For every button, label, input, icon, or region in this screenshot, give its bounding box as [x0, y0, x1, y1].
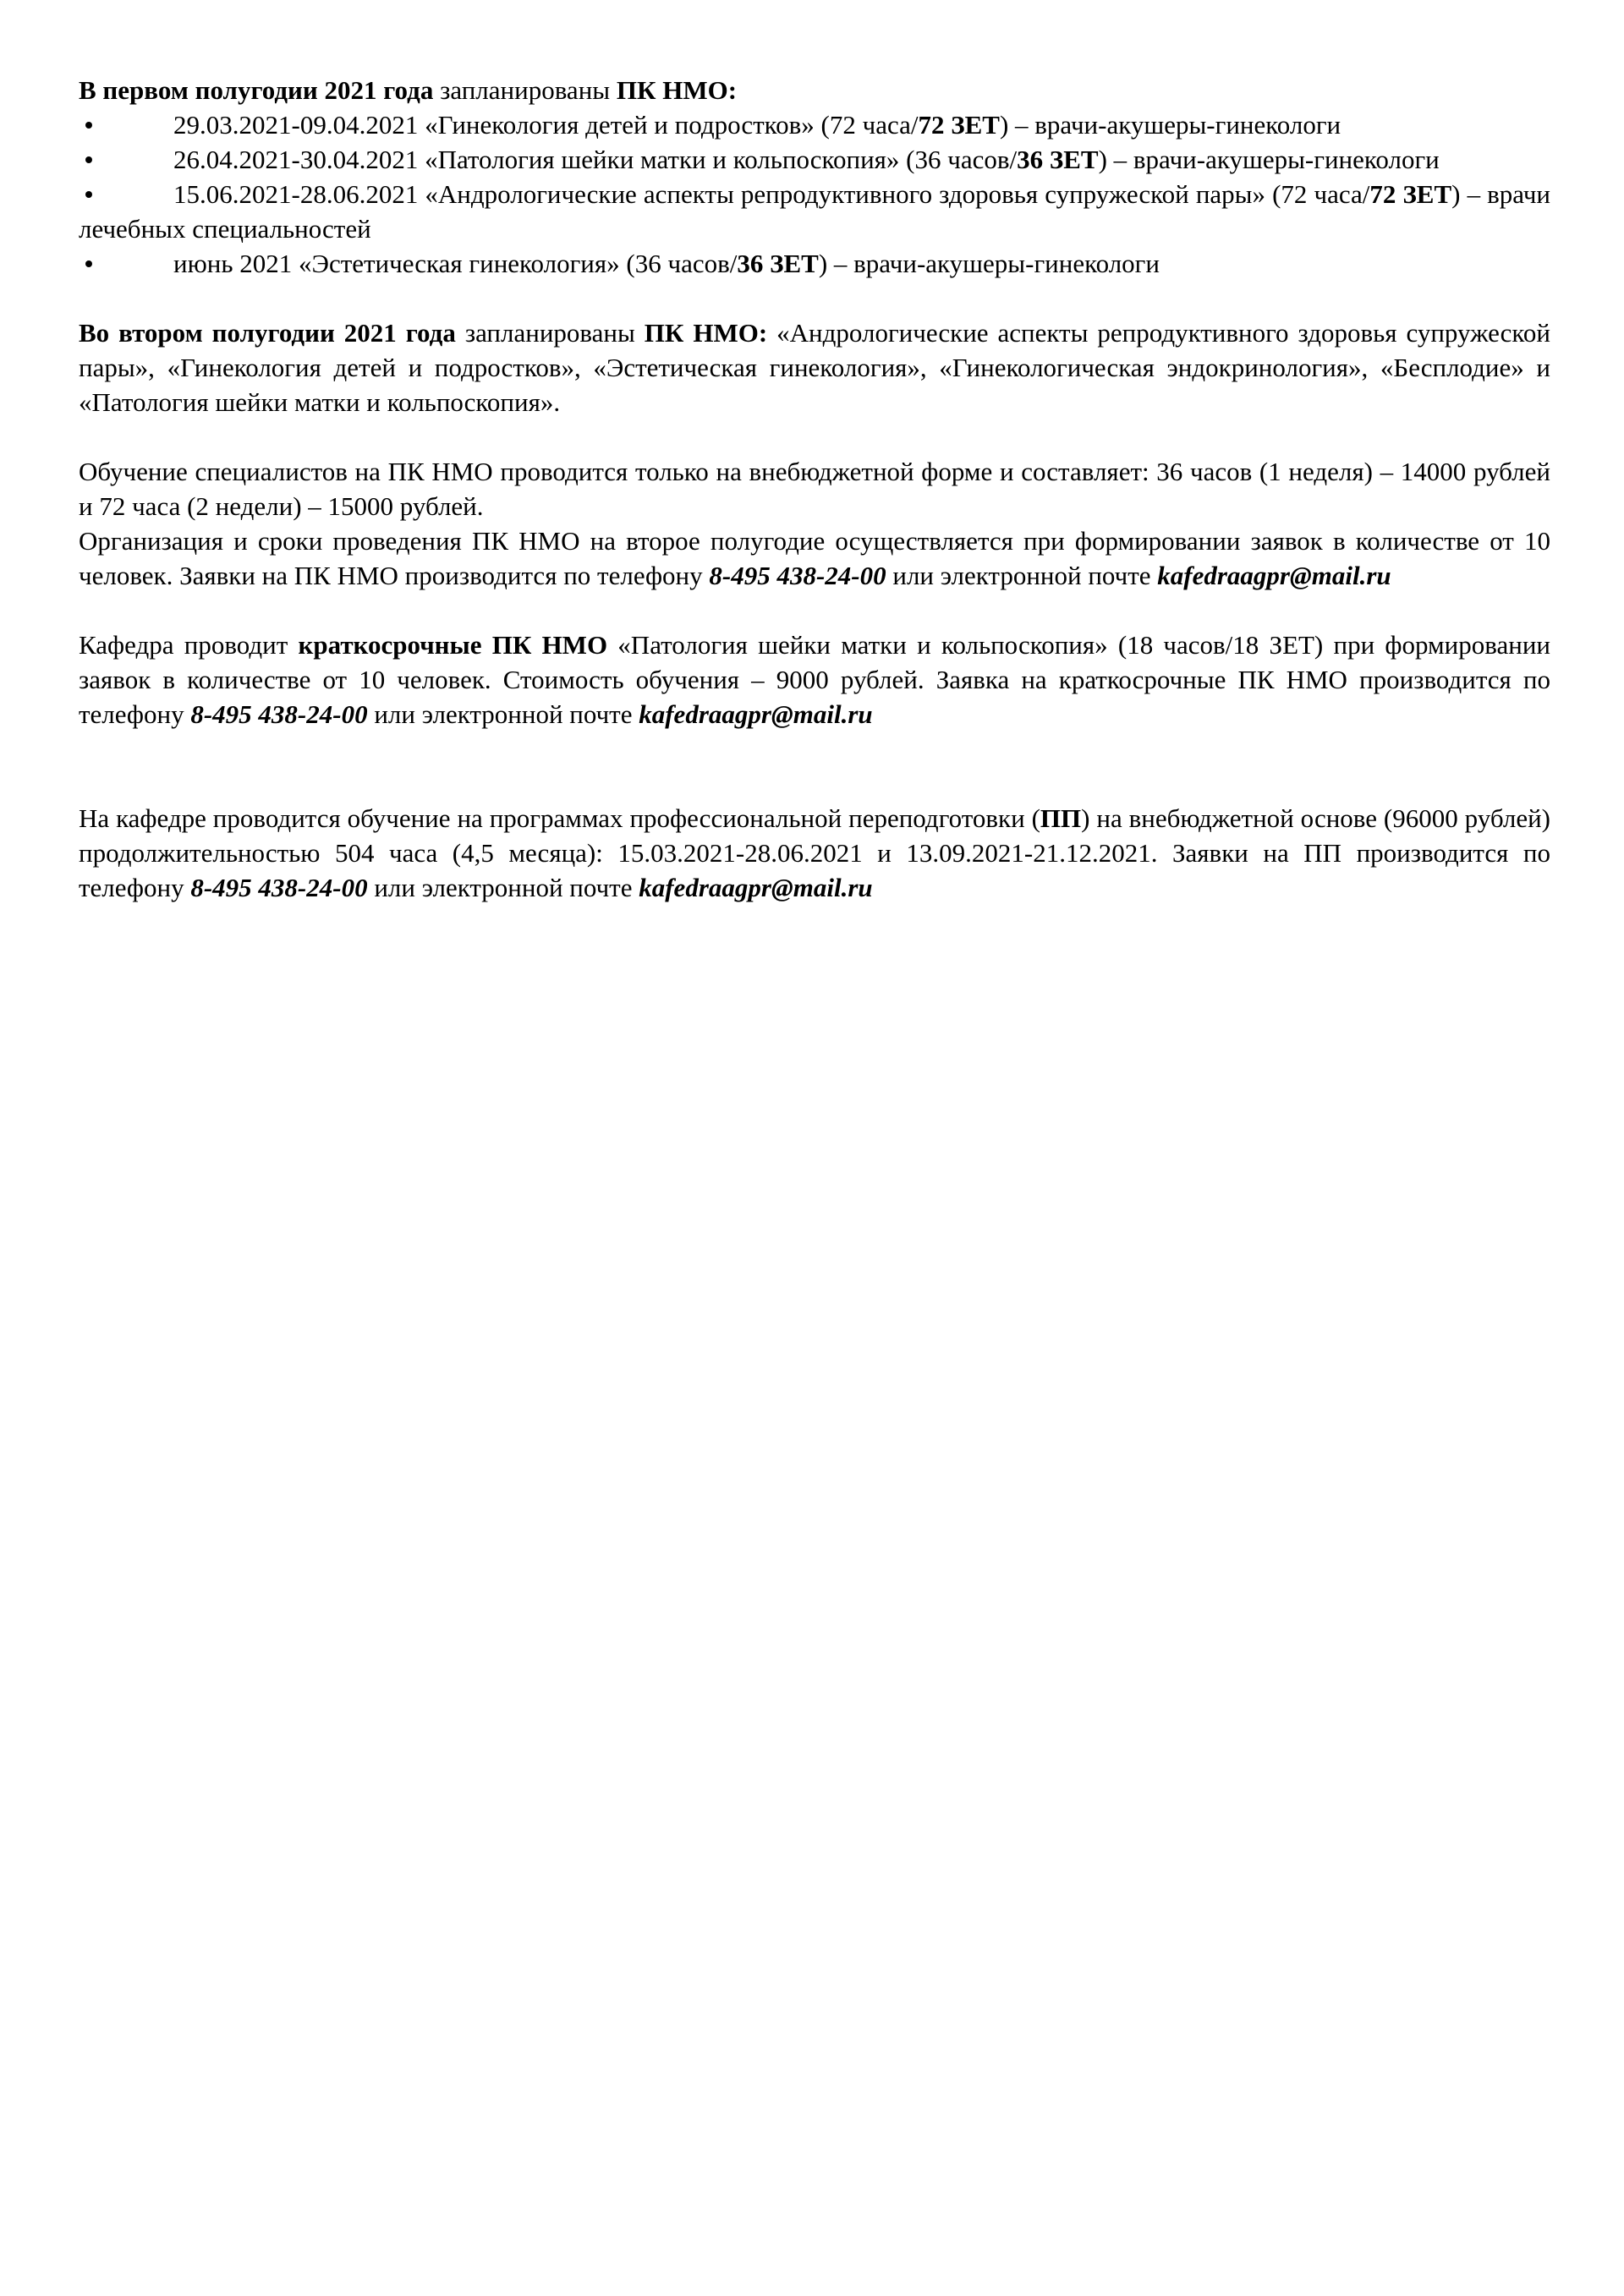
course-audience: ) – врачи лечебных специальностей — [79, 179, 1551, 244]
course-text: июнь 2021 «Эстетическая гинекология» (36 часов/ — [173, 249, 738, 278]
retraining-bold: ПП — [1040, 803, 1082, 833]
list-item — [79, 107, 1550, 142]
course-text: 26.04.2021-30.04.2021 «Патология шейки матки и кольпоскопия» (36 часов/ — [173, 145, 1018, 174]
second-half-courses: «Андрологические аспекты репродуктивного здоровья супружеской пары», «Гинекология детей и подростков», «Эстетическая гинекология», «Гинекологическая эндокринология», «Бесплодие» и «Патология шейки матки и кольпоскопия». — [79, 318, 1550, 417]
course-text: 29.03.2021-09.04.2021 «Гинекология детей и подростков» (72 часа/ — [173, 110, 919, 140]
application-paragraph — [79, 523, 1550, 593]
second-half-lead-bold2: ПК НМО: — [644, 318, 768, 348]
application-text: Организация и сроки проведения ПК НМО на второе полугодие осуществляется при формировании заявок в количестве от 10 человек. Заявки на ПК НМО производится по телефону — [79, 526, 1550, 590]
first-half-lead-bold: В первом полугодии 2021 года — [79, 75, 434, 105]
course-text: 15.06.2021-28.06.2021 «Андрологические аспекты репродуктивного здоровья супружеской пары» (72 часа/ — [173, 179, 1370, 209]
list-item — [79, 142, 1550, 177]
pricing-paragraph: Обучение специалистов на ПК НМО проводится только на внебюджетной форме и составляет: 36 часов (1 неделя) – 14000 рублей и 72 часа (2 недели) – 15000 рублей. — [79, 457, 1550, 521]
bullet-icon — [85, 122, 92, 129]
second-half-lead-plain: запланированы — [455, 318, 645, 348]
course-audience: ) – врачи-акушеры-гинекологи — [1098, 145, 1440, 174]
second-half-lead-bold: Во втором полугодии 2021 года — [79, 318, 456, 348]
bullet-icon — [85, 260, 92, 267]
retraining-details: ) на внебюджетной основе (96000 рублей) продолжительностью 504 часа (4,5 месяца): 15.03.2021-28.06.2021 и 13.09.2021-21.12.2021. Заявки на ПП производится по телефону — [79, 803, 1550, 902]
course-credits: 72 ЗЕТ — [918, 110, 1000, 140]
email-address[interactable]: kafedraagpr@mail.ru — [639, 699, 873, 729]
short-course-bold: краткосрочные ПК НМО — [298, 630, 608, 660]
bullet-icon — [85, 156, 92, 163]
spacer — [79, 732, 1550, 801]
second-half-paragraph — [79, 315, 1550, 419]
course-credits: 72 ЗЕТ — [1369, 179, 1452, 209]
course-credits: 36 ЗЕТ — [1017, 145, 1099, 174]
first-half-course-list — [79, 107, 1550, 281]
retraining-text: На кафедре проводится обучение на программах профессиональной переподготовки ( — [79, 803, 1040, 833]
short-course-paragraph — [79, 627, 1550, 732]
course-audience: ) – врачи-акушеры-гинекологи — [818, 249, 1160, 278]
email-address[interactable]: kafedraagpr@mail.ru — [1157, 561, 1391, 590]
list-item — [79, 246, 1550, 281]
spacer — [79, 593, 1550, 627]
first-half-heading — [79, 73, 1550, 107]
retraining-paragraph — [79, 801, 1550, 905]
bullet-icon — [85, 191, 92, 198]
course-audience: ) – врачи-акушеры-гинекологи — [999, 110, 1341, 140]
retraining-text-or: или электронной почте — [367, 873, 639, 902]
first-half-lead-plain: запланированы — [433, 75, 617, 105]
list-item — [79, 177, 1550, 246]
short-course-details: «Патология шейки матки и кольпоскопия» (18 часов/18 ЗЕТ) при формировании заявок в количестве от 10 человек. Стоимость обучения – 9000 рублей. Заявка на краткосрочные ПК НМО производится по телефону — [79, 630, 1551, 729]
phone-number[interactable]: 8-495 438-24-00 — [190, 873, 368, 902]
phone-number[interactable]: 8-495 438-24-00 — [709, 561, 886, 590]
short-course-text: Кафедра проводит — [79, 630, 299, 660]
spacer — [79, 281, 1550, 315]
spacer — [79, 419, 1550, 454]
course-credits: 36 ЗЕТ — [737, 249, 819, 278]
application-text-or: или электронной почте — [886, 561, 1158, 590]
document-page — [79, 73, 1550, 905]
email-address[interactable]: kafedraagpr@mail.ru — [639, 873, 873, 902]
short-course-text-or: или электронной почте — [367, 699, 639, 729]
first-half-lead-bold2: ПК НМО: — [616, 75, 738, 105]
phone-number[interactable]: 8-495 438-24-00 — [190, 699, 368, 729]
